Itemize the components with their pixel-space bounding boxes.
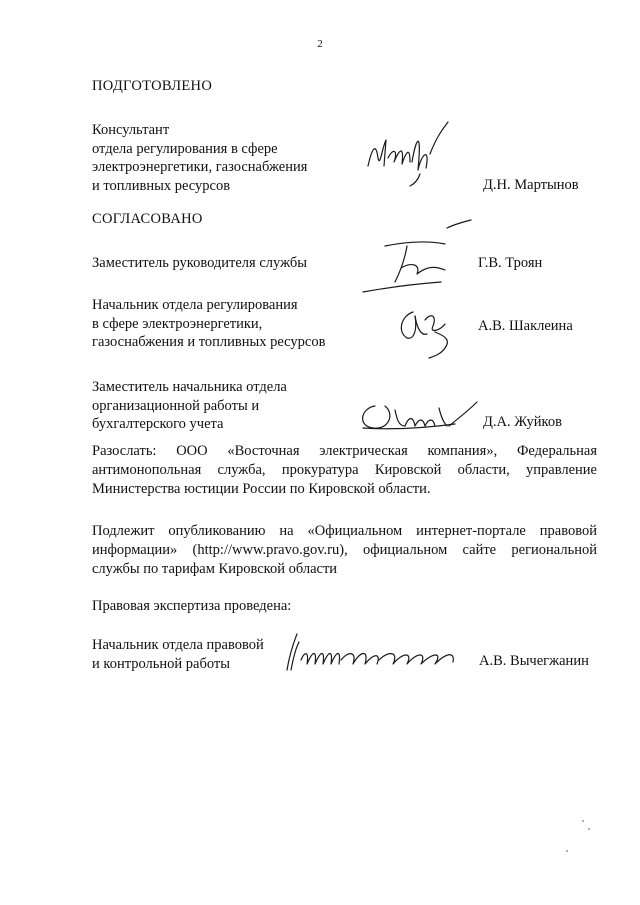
signature-troyan — [355, 218, 480, 300]
signer-position-line: Заместитель руководителя службы — [92, 255, 308, 271]
agreed-heading: СОГЛАСОВАНО — [92, 211, 203, 227]
signer-name: Г.В. Троян — [478, 255, 543, 271]
scan-speck — [582, 820, 584, 822]
signature-zhuykov — [355, 396, 480, 438]
signature-vychegzhanin — [275, 630, 465, 676]
prepared-position-line: Консультант — [92, 122, 170, 138]
signer-position-line: Начальник отдела регулирования — [92, 297, 298, 313]
prepared-position-line: электроэнергетики, газоснабжения — [92, 159, 308, 175]
legal-review-position-line: Начальник отдела правовой — [92, 637, 264, 653]
signer-position-line: в сфере электроэнергетики, — [92, 315, 263, 332]
signer-name: Д.А. Жуйков — [483, 414, 562, 430]
prepared-heading: ПОДГОТОВЛЕНО — [92, 78, 213, 94]
distribution-paragraph: Разослать: ООО «Восточная электрическая компания», Федеральная антимонопольная служба, прокуратура Кировской области, управление Министерства юстиции России по Кировской области. — [92, 443, 597, 497]
legal-review-heading: Правовая экспертиза проведена: — [92, 598, 292, 614]
signature-shakleina — [393, 298, 463, 360]
scan-speck — [566, 850, 568, 852]
signer-position-line: организационной работы и — [92, 397, 260, 414]
scan-speck — [588, 828, 590, 830]
signer-position-line: газоснабжения и топливных ресурсов — [92, 334, 326, 350]
signer-name: А.В. Шаклеина — [478, 318, 573, 334]
legal-review-name: А.В. Вычегжанин — [479, 653, 589, 669]
signer-position-line: бухгалтерского учета — [92, 416, 224, 432]
signature-martynov — [360, 118, 460, 188]
publication-paragraph: Подлежит опубликованию на «Официальном интернет-портале правовой информации» (http://www.pravo.gov.ru), официальном сайте региональной службы по тарифам Кировской области — [92, 523, 597, 577]
page-number: 2 — [317, 38, 323, 50]
prepared-position-line: и топливных ресурсов — [92, 177, 231, 194]
prepared-position-line: отдела регулирования в сфере — [92, 140, 278, 157]
prepared-name: Д.Н. Мартынов — [483, 177, 579, 193]
legal-review-position-line: и контрольной работы — [92, 655, 230, 672]
signer-position-line: Заместитель начальника отдела — [92, 379, 287, 395]
